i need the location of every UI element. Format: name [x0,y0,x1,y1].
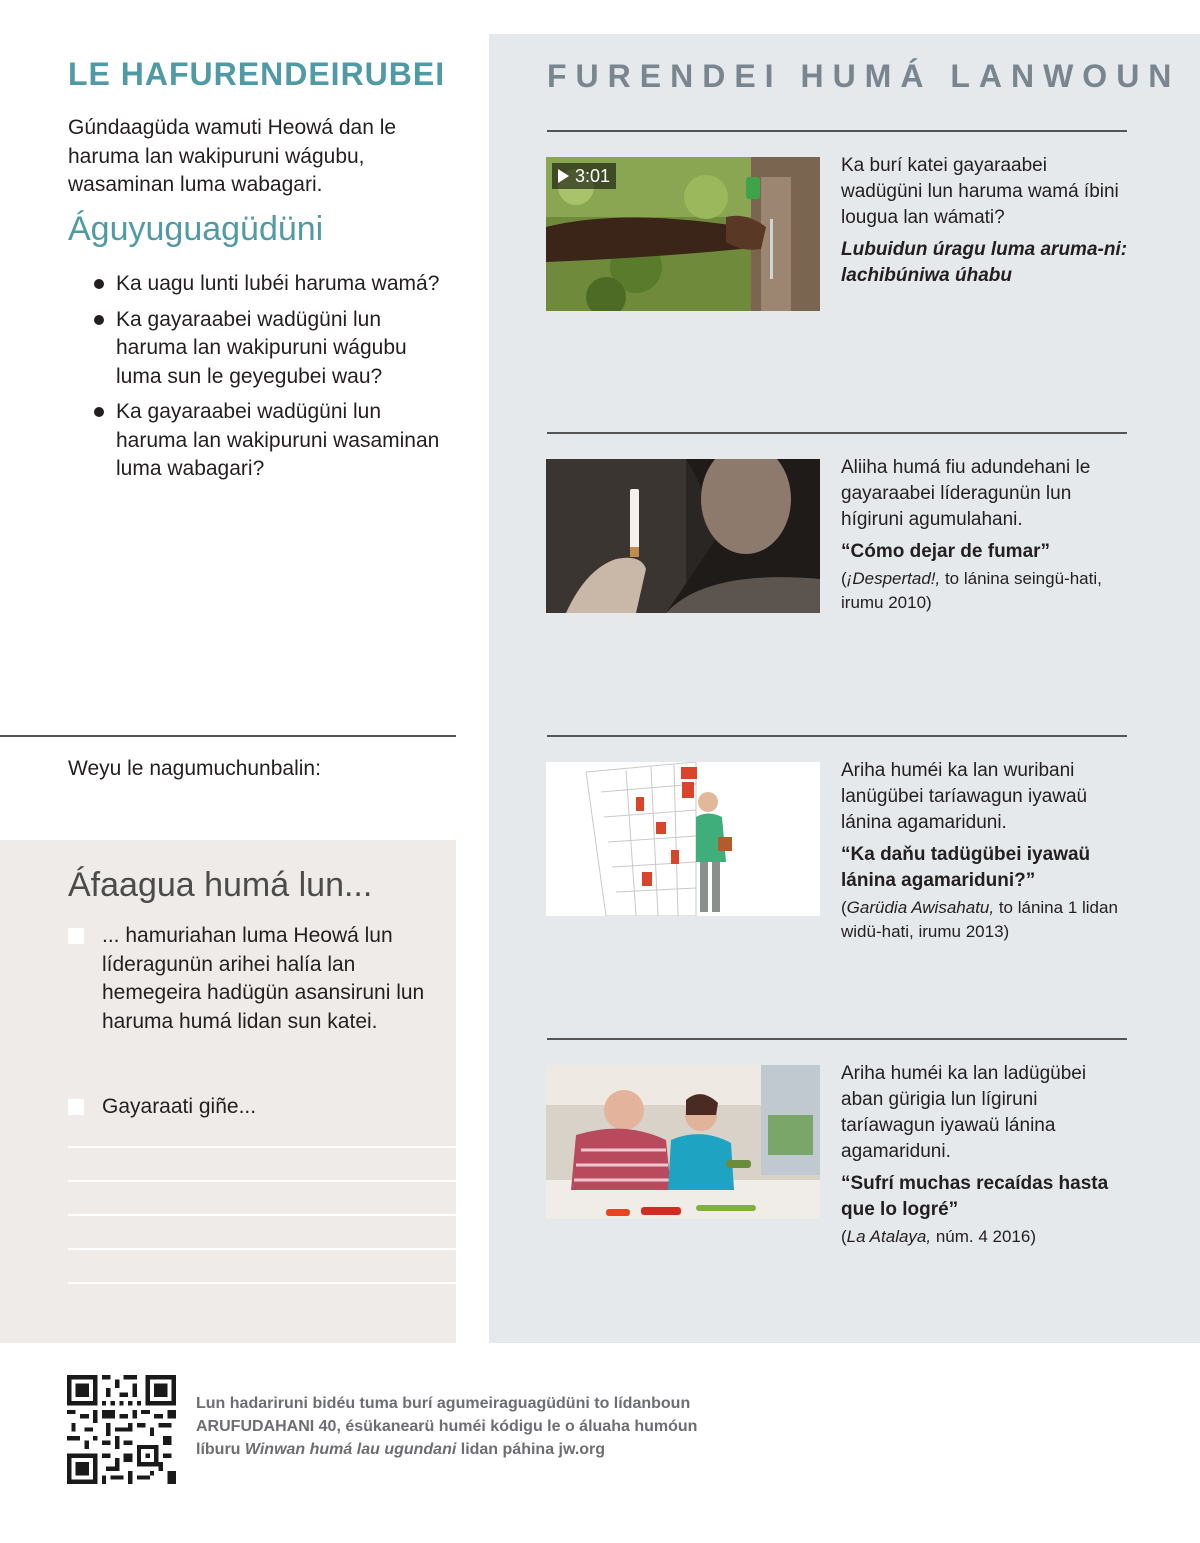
checkbox-icon[interactable] [68,928,84,944]
video-thumbnail[interactable] [546,157,820,311]
question-item: Ka uagu lunti lubéi haruma wamá? [90,270,450,299]
write-line[interactable] [68,1214,456,1216]
resource-text: Ariha huméi ka lan wuribani lanügübei taríawagun iyawaü lánina agamariduni. “Ka daňu tadügübei iyawaü lánina agamariduni?” (Garüdia Awisahatu, to lánina 1 lidan widü-hati, irumu 2013) [841,758,1131,944]
memorize-label: Weyu le nagumuchunbalin: [68,757,321,780]
resource-image[interactable] [546,459,820,613]
divider [547,735,1127,737]
write-line[interactable] [68,1248,456,1250]
goal-heading: Áfaagua humá lun... [68,866,373,904]
resource-source: (¡Despertad!, to lánina seingü-hati, irumu 2010) [841,569,1102,612]
bullet-icon [94,315,104,325]
resource-image[interactable] [546,1065,820,1219]
play-icon [558,169,569,183]
divider [547,432,1127,434]
goal-item[interactable]: ... hamuriahan luma Heowá lun líderagunün arihei halía lan hemegeira hadügün asansiruni lun haruma humá lidan sun katei. [68,922,428,1036]
goal-item[interactable]: Gayaraati giñe... [68,1093,428,1122]
bullet-icon [94,279,104,289]
man-cigarette-image [546,459,820,613]
divider [0,735,456,737]
couple-cooking-image [546,1065,820,1219]
write-line[interactable] [68,1146,456,1148]
resource-source: (La Atalaya, núm. 4 2016) [841,1227,1037,1246]
video-duration: 3:01 [552,163,616,189]
footer-note: Lun hadariruni bidéu tuma burí agumeiraguagüdüni to lídanboun ARUFUDAHANI 40, ésükanearü huméi kódigu le o áluaha humóun líburu Winwan humá lau ugundani lidan páhina jw.org [196,1395,698,1458]
resource-link[interactable]: “Cómo dejar de fumar” [841,541,1051,562]
bullet-icon [94,407,104,417]
divider [547,130,1127,132]
qr-code-icon[interactable] [67,1375,176,1484]
question-item: Ka gayaraabei wadügüni lun haruma lan wakipuruni wasaminan luma wabagari? [90,398,450,484]
section-title: LE HAFURENDEIRUBEI [68,56,446,92]
question-item: Ka gayaraabei wadügüni lun haruma lan wakipuruni wágubu luma sun le geyegubei wau? [90,306,450,392]
questions-heading: Águyuguagüdüni [68,210,324,248]
checkbox-icon[interactable] [68,1099,84,1115]
intro-text: Gúndaagüda wamuti Heowá dan le haruma lan wakipuruni wágubu, wasaminan luma wabagari. [68,116,397,196]
resources-title: FURENDEI HUMÁ LANWOUN [547,58,1181,94]
resource-text: Ka burí katei gayaraabei wadügüni lun haruma wamá íbini lougua lan wámati? Lubuidun úragu luma aruma-ni: lachibúniwa úhabu [841,153,1131,289]
resource-link[interactable]: “Sufrí muchas recaídas hasta que lo logré” [841,1173,1109,1220]
divider [547,1038,1127,1040]
resource-source: (Garüdia Awisahatu, to lánina 1 lidan widü-hati, irumu 2013) [841,898,1118,941]
question-list [90,270,450,491]
resource-link[interactable]: “Ka daňu tadügübei iyawaü lánina agamariduni?” [841,844,1091,891]
write-line[interactable] [68,1282,456,1284]
write-line[interactable] [68,1180,456,1182]
resource-text: Ariha huméi ka lan ladügübei aban gürigia lun lígiruni taríawagun iyawaü lánina agamariduni. “Sufrí muchas recaídas hasta que lo logré” (La Atalaya, núm. 4 2016) [841,1061,1131,1249]
resource-image[interactable] [546,762,820,916]
resource-link[interactable]: Lubuidun úragu luma aruma-ni: lachibúniwa úhabu [841,239,1128,286]
resource-text: Aliiha humá fiu adundehani le gayaraabei líderagunün lun hígiruni agumulahani. “Cómo dejar de fumar” (¡Despertad!, to lánina seingü-hati, irumu 2010) [841,455,1131,615]
goal-box [0,840,456,1343]
man-bookshelf-image [546,762,820,916]
